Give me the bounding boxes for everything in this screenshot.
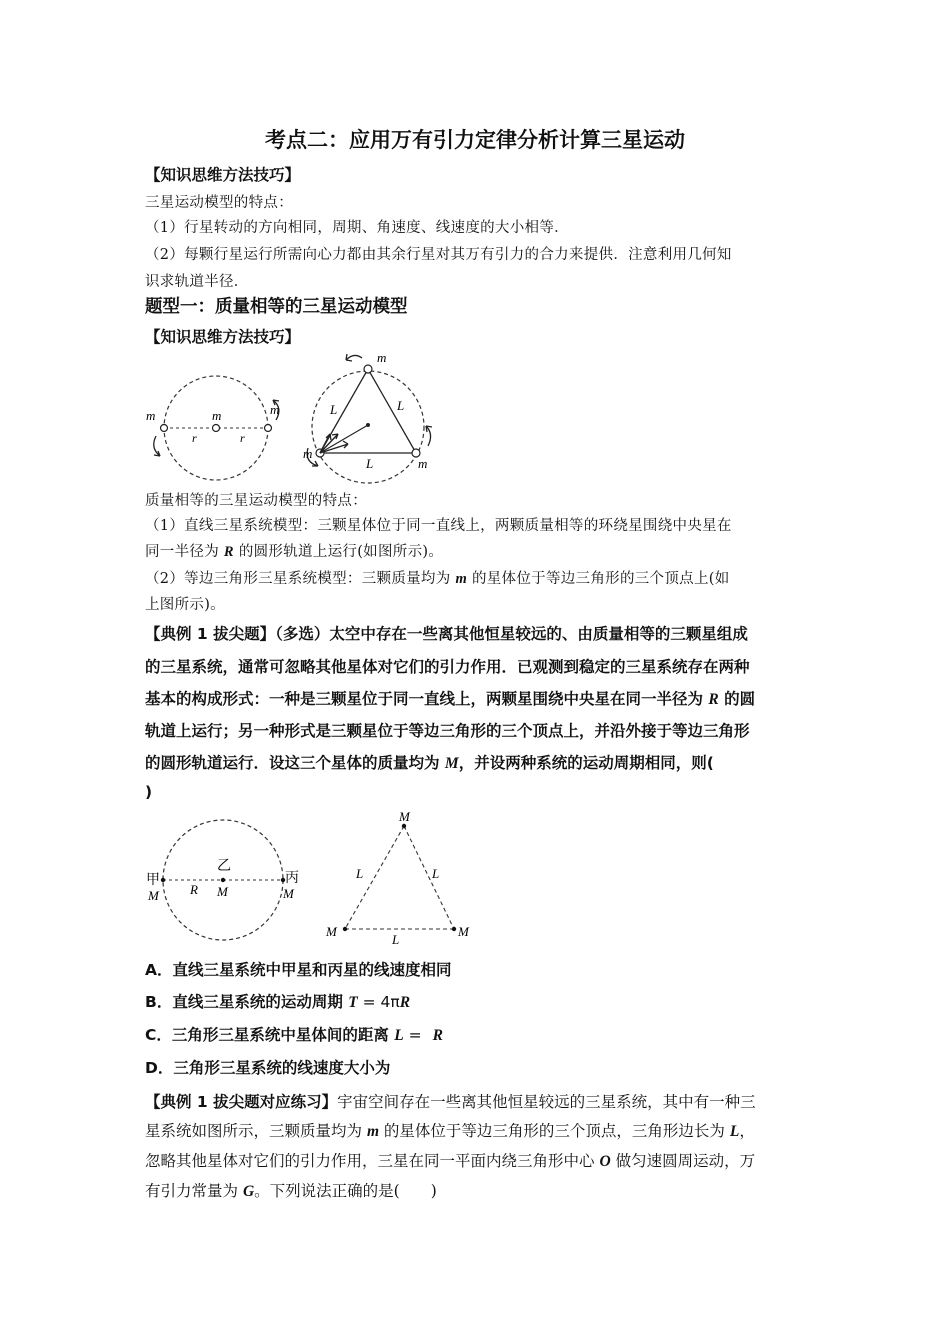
section-heading-knowledge: 【知识思维方法技巧】 xyxy=(145,166,301,184)
option-c: C．三角形三星系统中星体间的距离 L = R xyxy=(145,1026,443,1044)
label-jia: 甲 xyxy=(146,873,160,888)
feature-2-line-2: 上图所示)。 xyxy=(145,597,225,613)
label-L-right: L xyxy=(397,398,405,413)
feature-1-line-1: （1）直线三星系统模型：三颗星体位于同一直线上，两颗质量相等的环绕星围绕中央星在 xyxy=(145,518,732,534)
figure-example-1 xyxy=(140,808,480,948)
label-L-base: L xyxy=(392,932,400,947)
example-1-line-5: 的圆形轨道运行．设这三个星体的质量均为 M，并设两种系统的运动周期相同，则( xyxy=(145,754,714,772)
type-1-subheading: 【知识思维方法技巧】 xyxy=(145,328,301,346)
point-1: （1）行星转动的方向相同，周期、角速度、线速度的大小相等． xyxy=(145,220,569,236)
features-intro: 质量相等的三星运动模型的特点： xyxy=(145,493,367,509)
label-L-left: L xyxy=(330,402,338,417)
label-m-bottom-left: m xyxy=(303,446,313,461)
label-yi: 乙 xyxy=(217,859,231,874)
label-M-top: M xyxy=(399,809,410,824)
label-m-top: m xyxy=(377,350,387,365)
practice-line-4: 有引力常量为 G。下列说法正确的是( ) xyxy=(145,1182,437,1200)
label-m-center: m xyxy=(212,408,222,423)
label-r-right: r xyxy=(240,431,245,445)
label-L-left-side: L xyxy=(356,866,364,881)
label-L-right-side: L xyxy=(432,866,440,881)
model-intro: 三星运动模型的特点： xyxy=(145,195,293,211)
label-m-bottom-right: m xyxy=(418,456,428,471)
practice-line-2: 星系统如图所示，三颗质量均为 m 的星体位于等边三角形的三个顶点，三角形边长为 L， xyxy=(145,1122,755,1140)
line-system-diagram xyxy=(146,820,299,940)
line-model-diagram xyxy=(146,376,279,480)
label-M-yi: M xyxy=(217,884,228,899)
point-2-line-2: 识求轨道半径． xyxy=(145,274,249,290)
option-a: A．直线三星系统中甲星和丙星的线速度相同 xyxy=(145,961,452,979)
feature-1-line-2: 同一半径为 R 的圆形轨道上运行(如图所示)。 xyxy=(145,544,444,560)
example-1-line-3: 基本的构成形式：一种是三颗星位于同一直线上，两颗星围绕中央星在同一半径为 R 的圆 xyxy=(145,690,756,708)
example-1-line-1: 【典例 1 拔尖题】（多选）太空中存在一些离其他恒星较远的、由质量相等的三颗星组成 xyxy=(145,625,748,643)
label-m-right: m xyxy=(270,402,280,417)
point-2-line-1: （2）每颗行星运行所需向心力都由其余行星对其万有引力的合力来提供．注意利用几何知 xyxy=(145,247,732,263)
label-m-left: m xyxy=(146,408,156,423)
option-b: B．直线三星系统的运动周期 T = 4πR xyxy=(145,993,411,1011)
example-1-line-2: 的三星系统，通常可忽略其他星体对它们的引力作用．已观测到稳定的三星系统存在两种 xyxy=(145,658,750,676)
triangle-system-diagram xyxy=(325,809,470,947)
example-1-line-4: 轨道上运行；另一种形式是三颗星位于等边三角形的三个顶点上，并沿外接于等边三角形 xyxy=(145,722,750,740)
triangle-model-diagram xyxy=(303,350,432,483)
label-M-jia: M xyxy=(148,888,159,903)
example-1-line-6: ) xyxy=(145,783,153,801)
label-bing: 丙 xyxy=(285,871,299,886)
label-R: R xyxy=(190,882,198,897)
label-L-bottom: L xyxy=(366,456,374,471)
practice-line-3: 忽略其他星体对它们的引力作用，三星在同一平面内绕三角形中心 O 做匀速圆周运动，万 xyxy=(145,1152,756,1170)
feature-2-line-1: （2）等边三角形三星系统模型：三颗质量均为 m 的星体位于等边三角形的三个顶点上(如 xyxy=(145,571,730,587)
label-M-bottom-right: M xyxy=(458,924,469,939)
label-M-bing: M xyxy=(283,886,294,901)
label-r-left: r xyxy=(192,431,197,445)
type-1-heading: 题型一：质量相等的三星运动模型 xyxy=(145,297,408,317)
option-d: D．三角形三星系统的线速度大小为 xyxy=(145,1059,391,1077)
page-title: 考点二：应用万有引力定律分析计算三星运动 xyxy=(265,128,685,152)
label-M-bottom-left: M xyxy=(326,924,337,939)
practice-line-1: 【典例 1 拔尖题对应练习】宇宙空间存在一些离其他恒星较远的三星系统，其中有一种三 xyxy=(145,1093,756,1111)
figure-three-star-models xyxy=(140,348,450,488)
